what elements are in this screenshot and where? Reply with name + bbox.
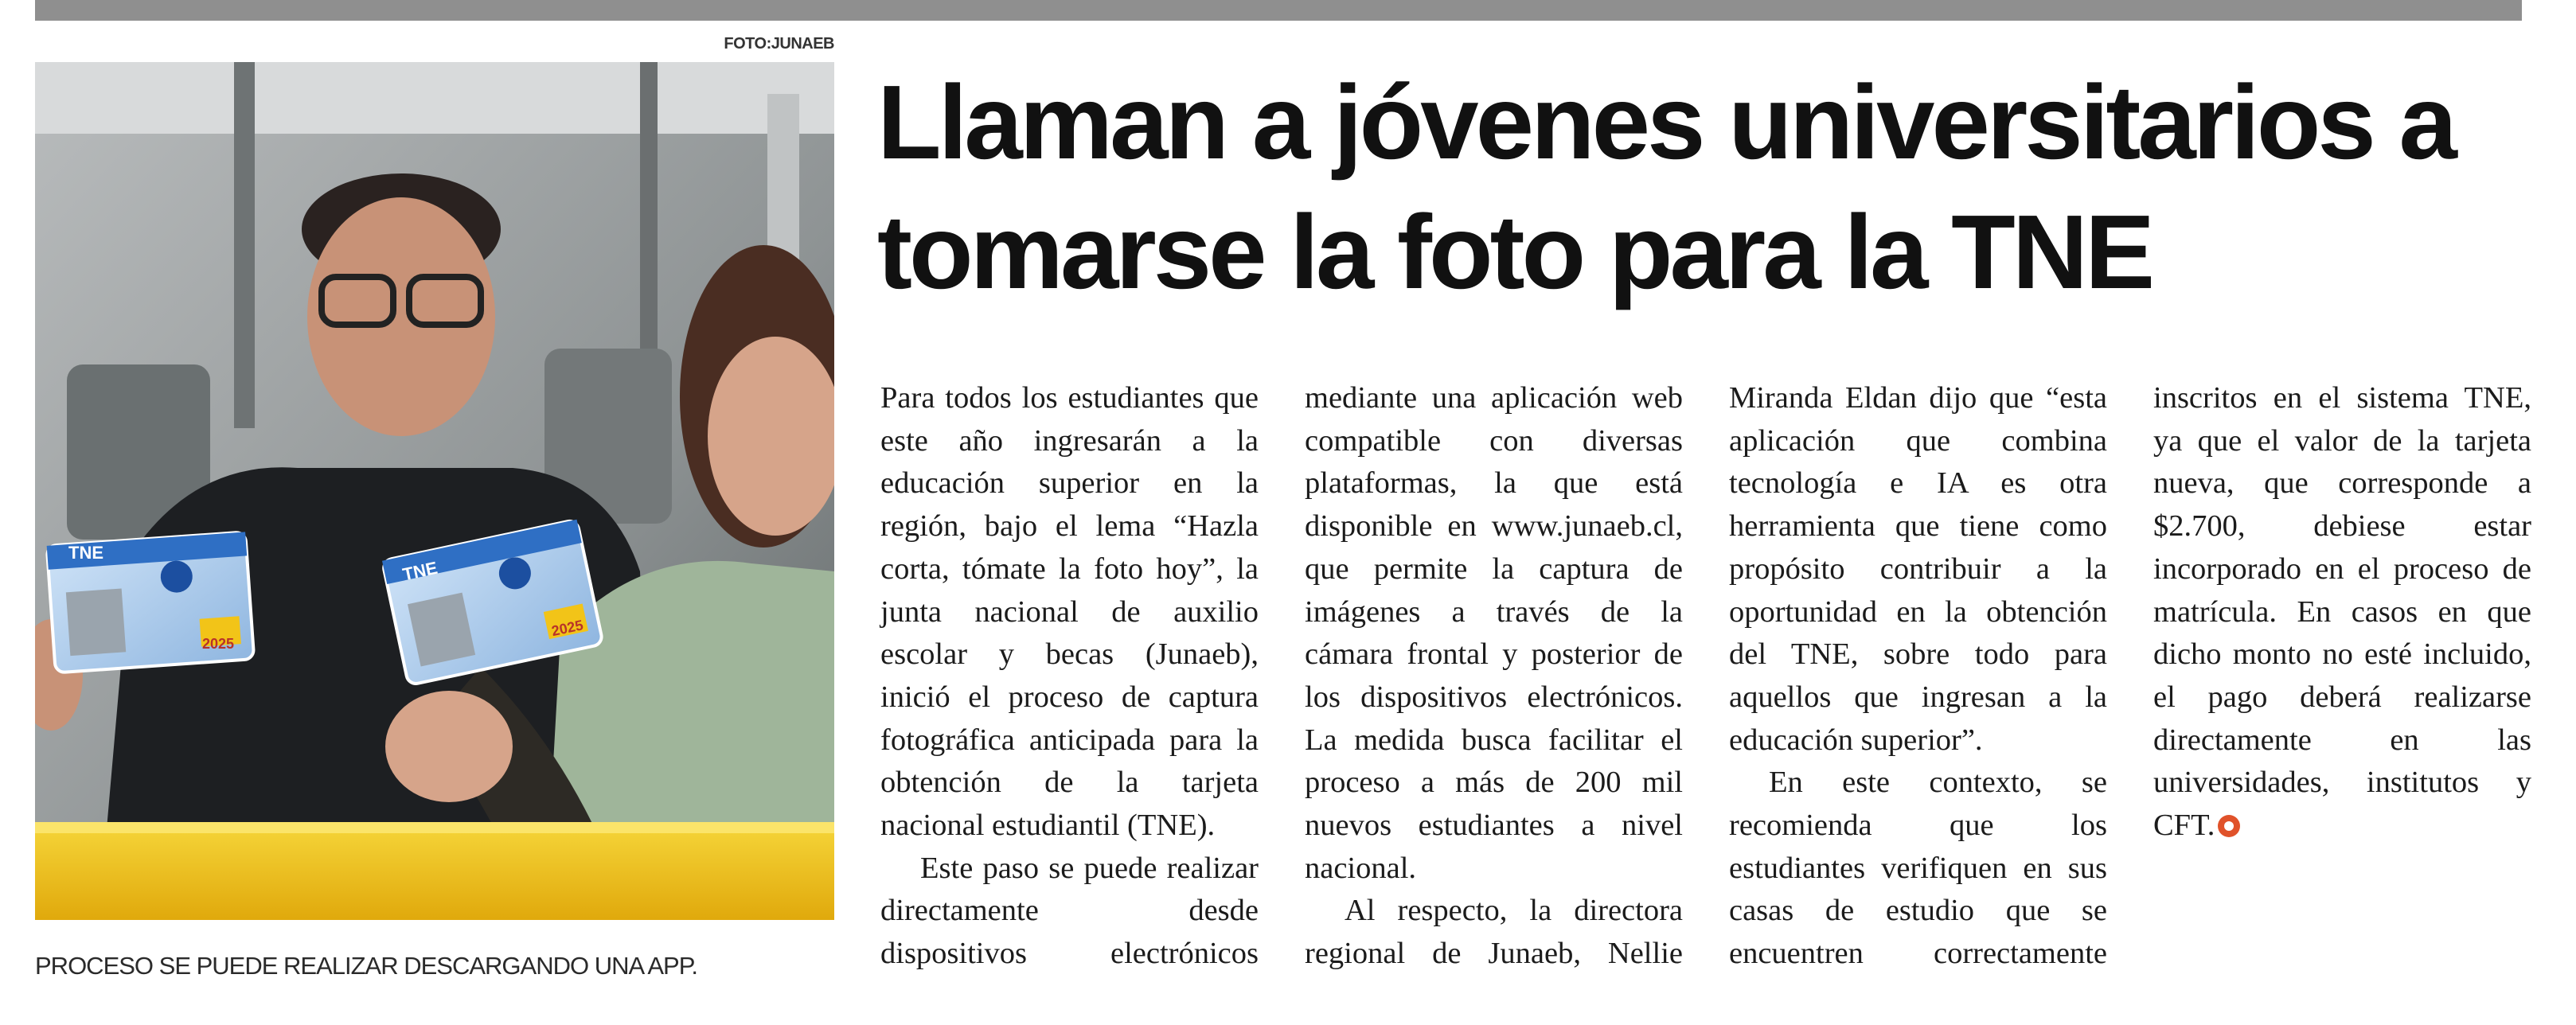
article-headline: Llaman a jóvenes universitarios a tomarse la foto para la TNE [877,64,2454,310]
card-label-left: TNE [68,543,103,563]
card-label-right: TNE [400,557,439,585]
paragraph-4-text: En este contexto, se recomienda que los estudiantes verifiquen en sus casas de estudio que se encuentren correctamente inscritos en el sistema TNE, ya que el valor de la tarjeta nueva, que corresponde a $2.700, debiese estar incorporado en el proceso de matrícula. En casos en que dicho monto no esté incluido, el pago deberá realizarse directamente en las universidades, institutos y CFT. [1729,381,2531,971]
paragraph-1: Para todos los estudiantes que este año ingresarán a la educación superior en la región, bajo el lema “Hazla corta, tómate la foto hoy”, la junta nacional de auxilio escolar y becas (Junaeb), inició el proceso de captura fotográfica anticipada para la obtención de la tarjeta nacional estudiantil (TNE). [880,381,1259,843]
card-year-right: 2025 [549,617,585,640]
photo-credit: FOTO:JUNAEB [724,35,834,53]
photo-illustration [35,62,834,920]
card-year-left: 2025 [202,636,235,652]
top-rule [35,0,2522,21]
photo-caption: PROCESO SE PUEDE REALIZAR DESCARGANDO UNA APP. [35,952,698,980]
article-photo [35,62,834,920]
end-of-article-icon [2218,815,2240,837]
article-body [880,377,2531,1006]
paragraph-3: Al respecto, la directora regional de Junaeb, Nellie Miranda Eldan dijo que “esta aplicación que combina tecnología e IA es otra herramienta que tiene como propósito contribuir a la oportunidad en la obtención del TNE, sobre todo para aquellos que ingresan a la educación superior”. [1305,381,2107,971]
paragraph-2: Este paso se puede realizar directamente desde dispositivos electrónicos mediante una aplicación web compatible con diversas plataformas, la que está disponible en www.junaeb.cl, que permite la captura de imágenes a través de la cámara frontal y posterior de los dispositivos electrónicos. La medida busca facilitar el proceso a más de 200 mil nuevos estudiantes a nivel nacional. [880,381,1683,971]
